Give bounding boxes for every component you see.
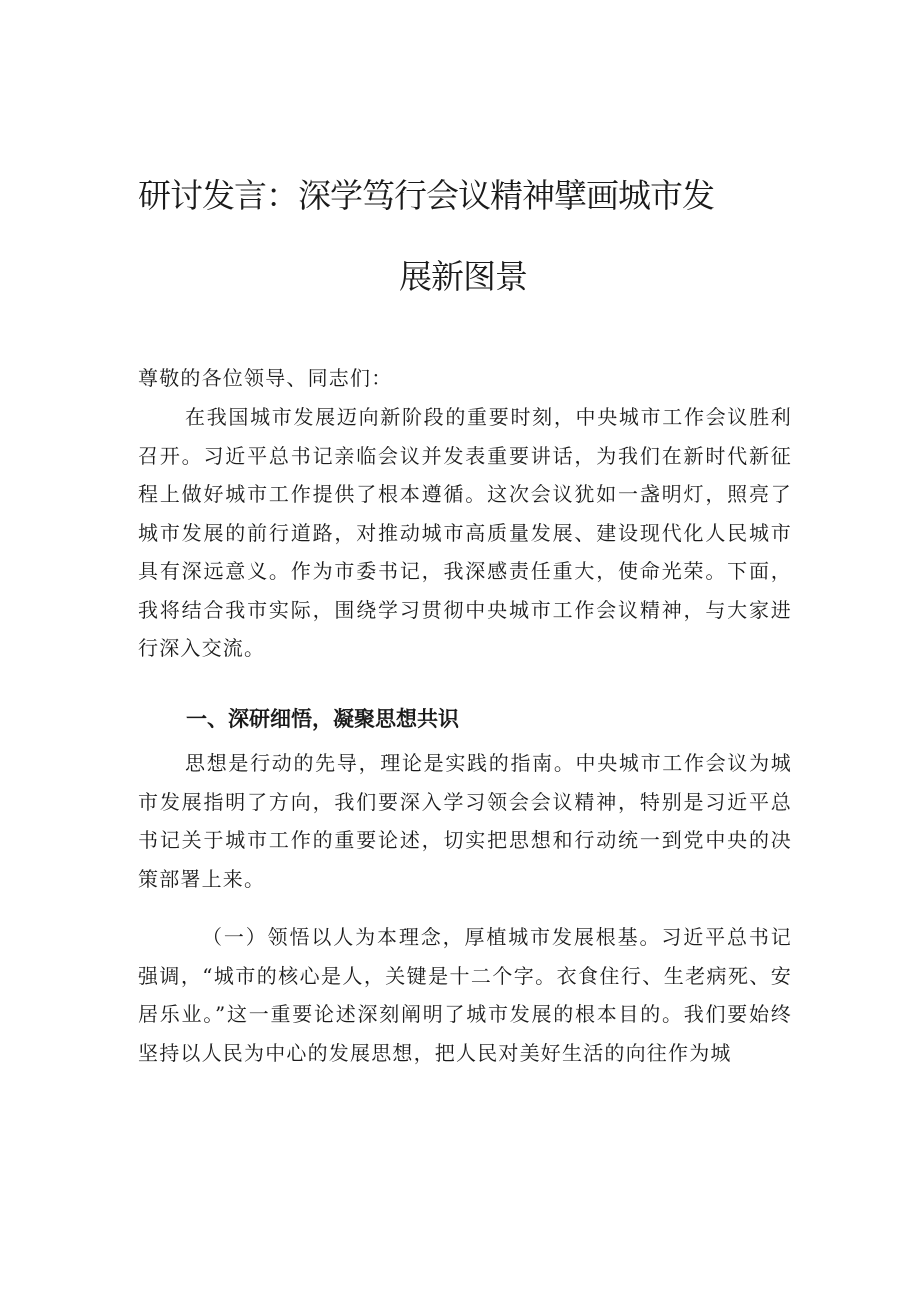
paragraph-intro: 在我国城市发展迈向新阶段的重要时刻，中央城市工作会议胜利召开。习近平总书记亲临会议并发表重要讲话，为我们在新时代新征程上做好城市工作提供了根本遵循。这次会议犹如一盏明灯，照亮了城市发展的前行道路，对推动城市高质量发展、建设现代化人民城市具有深远意义。作为市委书记，我深感责任重大，使命光荣。下面，我将结合我市实际，围绕学习贯彻中央城市工作会议精神，与大家进行深入交流。 (138, 405, 792, 660)
document-title-line-2: 展新图景 (399, 257, 527, 296)
section-heading-1: 一、深研细悟，凝聚思想共识 (186, 707, 459, 731)
salutation: 尊敬的各位领导、同志们： (138, 366, 393, 390)
paragraph-subsection-1: （一）领悟以人为本理念，厚植城市发展根基。习近平总书记强调，“城市的核心是人，关键是十二个字。衣食住行、生老病死、安居乐业。”这一重要论述深刻阐明了城市发展的根本目的。我们要始终坚持以人民为中心的发展思想，把人民对美好生活的向往作为城 (138, 925, 792, 1065)
document-title-line-1: 研讨发言：深学笃行会议精神擘画城市发 (138, 176, 714, 215)
paragraph-section-1: 思想是行动的先导，理论是实践的指南。中央城市工作会议为城市发展指明了方向，我们要深入学习领会会议精神，特别是习近平总书记关于城市工作的重要论述，切实把思想和行动统一到党中央的决策部署上来。 (138, 751, 792, 891)
